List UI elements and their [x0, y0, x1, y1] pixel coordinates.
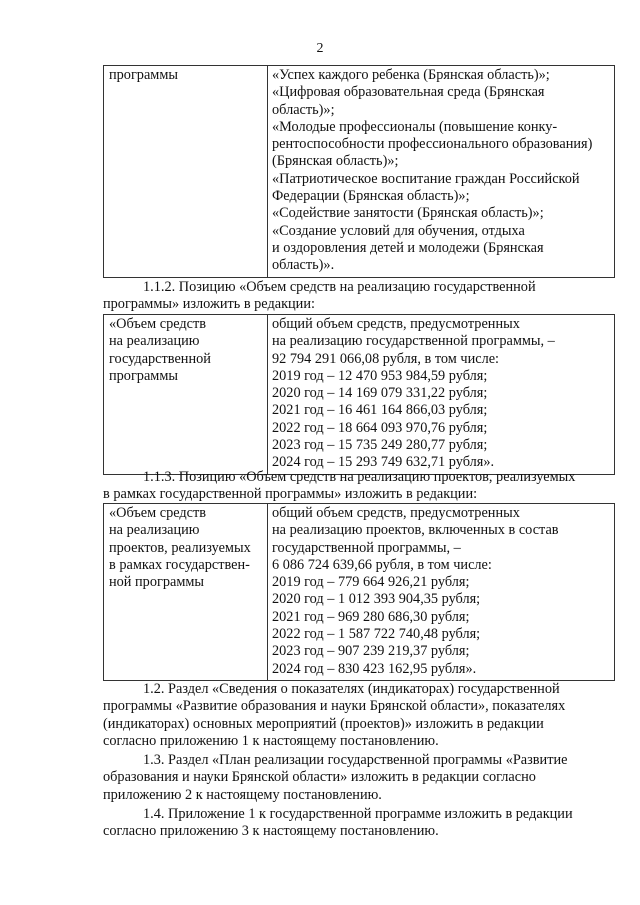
value-line: 2021 год – 969 280 686,30 рубля; [272, 608, 470, 625]
value-line: Федерации (Брянская область)»; [272, 188, 470, 205]
paragraph-1-4 [103, 806, 615, 841]
value-line: «Успех каждого ребенка (Брянская область)»; [272, 67, 550, 83]
label-line: проектов, реализуемых [109, 539, 251, 556]
label-line: на реализацию [109, 522, 200, 539]
paragraph-line: согласно приложению 1 к настоящему постановлению. [103, 732, 439, 749]
value-line: 2020 год – 1 012 393 904,35 рубля; [272, 591, 481, 608]
value-line: 6 086 724 639,66 рубля, в том числе: [272, 556, 492, 573]
paragraph-line: образования и науки Брянской области» изложить в редакции согласно [103, 769, 536, 786]
label-line: программы [109, 67, 179, 83]
value-line: 2023 год – 907 239 219,37 рубля; [272, 643, 470, 660]
paragraph-line: программы» изложить в редакции: [103, 296, 315, 313]
value-line: общий объем средств, предусмотренных [272, 505, 520, 521]
value-line: (Брянская область)»; [272, 153, 399, 170]
value-line: общий объем средств, предусмотренных [272, 316, 520, 332]
paragraph-line: 1.1.2. Позицию «Объем средств на реализацию государственной [143, 279, 536, 295]
paragraph-line: (индикаторах) основных мероприятий (проектов)» изложить в редакции [103, 715, 544, 732]
projects-budget-table [103, 503, 615, 681]
paragraph-line: в рамках государственной программы» изложить в редакции: [103, 486, 478, 503]
table-row [104, 315, 615, 475]
label-line: государственной [109, 350, 211, 367]
table-row [104, 504, 615, 681]
value-line: на реализацию государственной программы, – [272, 333, 555, 350]
value-line: 2019 год – 12 470 953 984,59 рубля; [272, 367, 488, 384]
paragraph-line: 1.1.3. Позицию «Объем средств на реализацию проектов, реализуемых [143, 469, 576, 485]
value-line: «Создание условий для обучения, отдыха [272, 222, 525, 239]
label-cell [104, 504, 268, 681]
label-line: на реализацию [109, 333, 200, 350]
label-cell [104, 315, 268, 475]
value-line: и оздоровления детей и молодежи (Брянская [272, 239, 544, 256]
value-line: 2024 год – 830 423 162,95 рубля». [272, 660, 477, 677]
value-line: на реализацию проектов, включенных в состав [272, 522, 559, 539]
paragraph-line: 1.2. Раздел «Сведения о показателях (индикаторах) государственной [143, 681, 560, 697]
value-line: область)». [272, 257, 335, 274]
paragraph-line: 1.3. Раздел «План реализации государственной программы «Развитие [143, 752, 568, 768]
value-cell [268, 315, 615, 475]
value-cell [268, 504, 615, 681]
value-line: 2021 год – 16 461 164 866,03 рубля; [272, 402, 488, 419]
value-line: 92 794 291 066,08 рубля, в том числе: [272, 350, 500, 367]
budget-table [103, 314, 615, 475]
paragraph-line: 1.4. Приложение 1 к государственной программе изложить в редакции [143, 806, 573, 822]
paragraph-1-1-2 [103, 279, 615, 314]
value-line: рентоспособности профессионального образования) [272, 136, 593, 153]
value-line: 2022 год – 1 587 722 740,48 рубля; [272, 626, 481, 643]
label-line: программы [109, 367, 179, 384]
paragraph-line: согласно приложению 3 к настоящему постановлению. [103, 823, 439, 840]
value-line: область)»; [272, 101, 335, 118]
value-cell [268, 66, 615, 278]
paragraph-1-2 [103, 681, 615, 750]
paragraph-1-1-3 [103, 469, 615, 504]
label-line: ной программы [109, 574, 205, 591]
paragraph-line: приложению 2 к настоящему постановлению. [103, 786, 382, 803]
programs-table [103, 65, 615, 278]
value-line: государственной программы, – [272, 539, 461, 556]
value-line: «Цифровая образовательная среда (Брянская [272, 84, 545, 101]
value-line: 2020 год – 14 169 079 331,22 рубля; [272, 385, 488, 402]
value-line: 2023 год – 15 735 249 280,77 рубля; [272, 437, 488, 454]
value-line: «Молодые профессионалы (повышение конку- [272, 118, 558, 135]
label-line: «Объем средств [109, 316, 207, 332]
value-line: 2019 год – 779 664 926,21 рубля; [272, 574, 470, 591]
label-line: в рамках государствен- [109, 556, 250, 573]
label-cell [104, 66, 268, 278]
table-row [104, 66, 615, 278]
page-number: 2 [316, 41, 324, 56]
label-line: «Объем средств [109, 505, 207, 521]
paragraph-line: программы «Развитие образования и науки Брянской области», показателях [103, 698, 566, 715]
paragraph-1-3 [103, 752, 615, 804]
value-line: 2022 год – 18 664 093 970,76 рубля; [272, 419, 488, 436]
value-line: «Патриотическое воспитание граждан Российской [272, 170, 580, 187]
value-line: 2024 год – 15 293 749 632,71 рубля». [272, 454, 495, 471]
value-line: «Содействие занятости (Брянская область)»; [272, 205, 544, 222]
